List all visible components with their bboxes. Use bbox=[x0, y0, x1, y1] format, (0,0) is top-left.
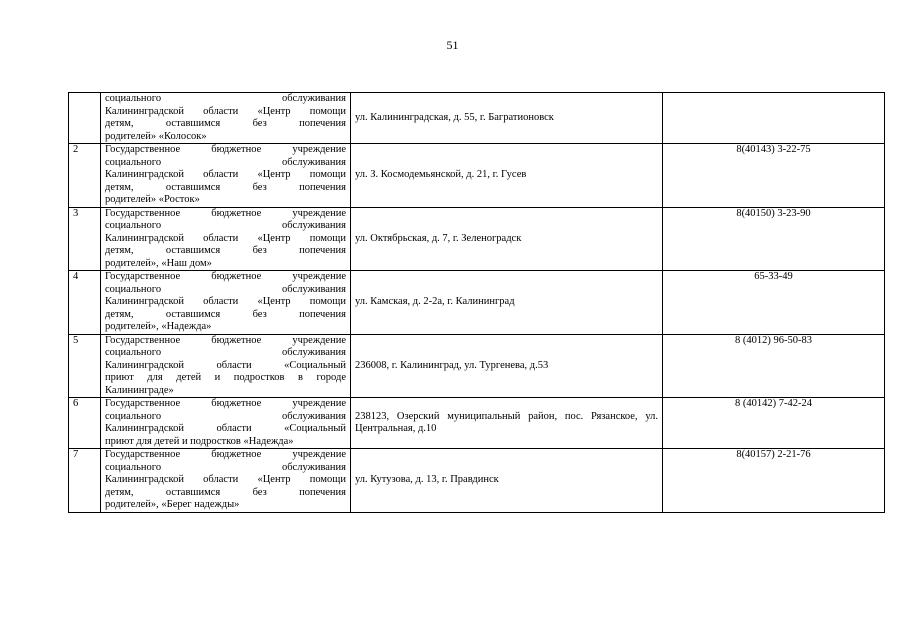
institution-phone: 8(40143) 3-22-75 bbox=[663, 144, 885, 208]
institution-address: ул. Кутузова, д. 13, г. Правдинск bbox=[351, 449, 663, 513]
institution-phone: 8(40150) 3-23-90 bbox=[663, 207, 885, 271]
row-number bbox=[69, 93, 101, 144]
institution-name-line: социального обслуживания bbox=[105, 93, 346, 104]
institution-phone: 8 (40142) 7-42-24 bbox=[663, 398, 885, 449]
institution-name bbox=[101, 271, 351, 335]
institution-name-line: Калининградской области «Центр помощи bbox=[105, 105, 346, 117]
institution-name-line: родителей» «Росток» bbox=[105, 194, 200, 205]
institution-name-line: Калининградской области «Социальный bbox=[105, 423, 346, 434]
institution-name-line: приют для детей и подростков «Надежда» bbox=[105, 435, 294, 447]
table-row bbox=[69, 271, 885, 335]
institution-name bbox=[101, 144, 351, 208]
institution-name-line: социального обслуживания bbox=[105, 220, 346, 231]
table-row bbox=[69, 93, 885, 144]
institutions-table bbox=[68, 92, 885, 513]
row-number: 4 bbox=[69, 271, 101, 335]
institution-name bbox=[101, 449, 351, 513]
institution-name-line: Государственное бюджетное учреждение bbox=[105, 334, 346, 346]
table-row bbox=[69, 449, 885, 513]
institution-name-line: родителей», «Надежда» bbox=[105, 321, 212, 332]
institution-name-line: социального обслуживания bbox=[105, 461, 346, 473]
institution-name-line: детям, оставшимся без попечения bbox=[105, 486, 346, 498]
institution-name-line: детям, оставшимся без попечения bbox=[105, 118, 346, 129]
institution-name-line: родителей», «Наш дом» bbox=[105, 257, 212, 269]
institution-name-line: приют для детей и подростков в городе bbox=[105, 372, 346, 383]
institution-name-line: Калининградской области «Центр помощи bbox=[105, 474, 346, 485]
table-row bbox=[69, 207, 885, 271]
institution-name-line: социального обслуживания bbox=[105, 347, 346, 358]
institution-address: 236008, г. Калининград, ул. Тургенева, д.53 bbox=[351, 334, 663, 398]
institution-name-line: Государственное бюджетное учреждение bbox=[105, 271, 346, 282]
institution-address: ул. Октябрьская, д. 7, г. Зеленоградск bbox=[351, 207, 663, 271]
institution-phone: 8 (4012) 96-50-83 bbox=[663, 334, 885, 398]
table-row bbox=[69, 398, 885, 449]
table-body bbox=[69, 93, 885, 513]
institution-name bbox=[101, 398, 351, 449]
row-number: 3 bbox=[69, 207, 101, 271]
institution-name bbox=[101, 93, 351, 144]
page-number: 51 bbox=[446, 38, 459, 52]
institution-name bbox=[101, 207, 351, 271]
institution-name-line: социального обслуживания bbox=[105, 156, 346, 168]
institution-name-line: Государственное бюджетное учреждение bbox=[105, 207, 346, 219]
institution-address: ул. Калининградская, д. 55, г. Багратионовск bbox=[351, 93, 663, 144]
institution-name-line: родителей», «Берег надежды» bbox=[105, 499, 240, 510]
table-row bbox=[69, 334, 885, 398]
row-number: 5 bbox=[69, 334, 101, 398]
institution-phone: 8(40157) 2-21-76 bbox=[663, 449, 885, 513]
institution-name-line: детям, оставшимся без попечения bbox=[105, 245, 346, 256]
institution-address: ул. З. Космодемьянской, д. 21, г. Гусев bbox=[351, 144, 663, 208]
institution-name-line: детям, оставшимся без попечения bbox=[105, 181, 346, 193]
institution-name bbox=[101, 334, 351, 398]
institution-name-line: родителей» «Колосок» bbox=[105, 130, 207, 142]
table-row bbox=[69, 144, 885, 208]
institution-name-line: Государственное бюджетное учреждение bbox=[105, 398, 346, 409]
institution-name-line: Калининградской области «Центр помощи bbox=[105, 169, 346, 180]
row-number: 2 bbox=[69, 144, 101, 208]
institution-name-line: детям, оставшимся без попечения bbox=[105, 308, 346, 320]
institution-name-line: социального обслуживания bbox=[105, 283, 346, 295]
institution-name-line: Калининградской области «Центр помощи bbox=[105, 296, 346, 307]
institution-phone: 65-33-49 bbox=[663, 271, 885, 335]
institution-name-line: Калининградской области «Центр помощи bbox=[105, 232, 346, 244]
institution-phone bbox=[663, 93, 885, 144]
institution-name-line: социального обслуживания bbox=[105, 410, 346, 422]
institution-address: 238123, Озерский муниципальный район, пос. Рязанское, ул. Центральная, д.10 bbox=[351, 398, 663, 449]
institution-name-line: Калининградской области «Социальный bbox=[105, 359, 346, 371]
row-number: 6 bbox=[69, 398, 101, 449]
row-number: 7 bbox=[69, 449, 101, 513]
institution-address: ул. Камская, д. 2-2а, г. Калининград bbox=[351, 271, 663, 335]
institution-name-line: Государственное бюджетное учреждение bbox=[105, 144, 346, 155]
institution-name-line: Государственное бюджетное учреждение bbox=[105, 449, 346, 460]
institution-name-line: Калининграде» bbox=[105, 384, 174, 396]
